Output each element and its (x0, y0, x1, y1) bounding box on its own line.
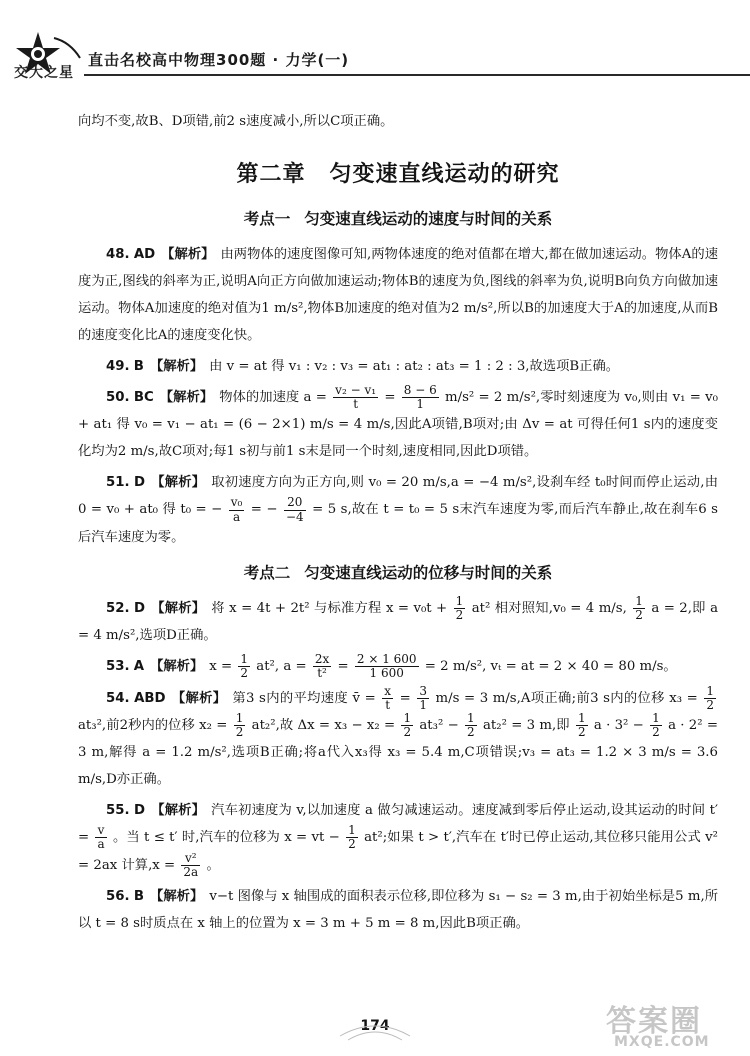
fraction: $\frac{20}{-4}$ (285, 495, 304, 524)
answer-choice: D (133, 803, 146, 819)
fraction: $\frac{\text{v²}}{2a}$ (183, 850, 199, 879)
answer-text: m/s² = 2 m/s²,零时刻速度为 v₀,则由 v₁ = v₀ + at₁ 得 v₀ = v₁ − at₁ = (6 − 2×1) m/s = 4 m/s,因此A项错,B项对;由 Δv = at 可得任何1 s内的速度变化均为2 m/s,故C项对;每1 s初与前1 s末是同一个时刻,速度相同,因此D项错。 (78, 390, 718, 460)
answer-text: a = 2,即 a = 4 m/s²,选项D正确。 (78, 600, 719, 644)
answer-text: at₂²,故 Δx = x₃ − x₂ = (251, 718, 396, 734)
question-number: 52. (106, 600, 130, 616)
answer-text: at₃² − (419, 718, 459, 734)
answer-choice: ABD (134, 690, 166, 706)
fraction: $\frac{1}{2}$ (706, 683, 715, 712)
header-rule (84, 74, 750, 76)
question-number: 54. (106, 690, 130, 706)
answer-choice: B (133, 359, 144, 374)
analysis-tag: 【解析】 (151, 803, 206, 819)
logo-text: 交大之星 (14, 65, 74, 81)
question-number: 51. (106, 475, 130, 491)
question-number: 55. (106, 803, 130, 819)
answer-text: 将 x = 4t + 2t² 与标准方程 x = v₀t + (211, 600, 448, 616)
answer-text: a · 2² = 3 m,解得 a = 1.2 m/s²,选项B正确;将a代入x₃得 x₃ = 5.4 m,C项错误;v₃ = at₃ = 1.2 × 3 m/s = 3.6 m/s,D亦正确。 (78, 718, 719, 788)
analysis-tag: 【解析】 (149, 889, 204, 904)
answer-53 (78, 653, 718, 680)
section-number: 考点一 (243, 210, 291, 228)
answer-text: 由 v = at 得 v₁ : v₂ : v₃ = at₁ : at₂ : at₃ = 1 : 2 : 3,故选项B正确。 (209, 359, 620, 374)
analysis-tag: 【解析】 (149, 359, 204, 374)
fraction: $\frac{\text{v₀}}{a}$ (230, 495, 243, 524)
answer-text: a · 3² − (593, 718, 644, 734)
answer-48 (78, 241, 718, 349)
page-number (330, 1018, 420, 1034)
page-header (0, 0, 750, 90)
answer-choice: D (134, 475, 146, 491)
answer-text: 取初速度方向为正方向,则 v₀ = 20 m/s,a = −4 m/s²,设刹车经 t₀时间而停止运动,由 0 = v₀ + at₀ 得 t₀ = − (78, 475, 719, 518)
answer-choice: A (133, 659, 145, 675)
answer-text: 。当 t ≤ t′ 时,汽车的位移为 x = vt − (112, 830, 340, 846)
answer-text: x = (209, 659, 233, 675)
answer-text: = (399, 690, 411, 706)
question-number: 56. (106, 889, 130, 904)
section-heading-1 (78, 205, 718, 233)
page-number-text: 174 (360, 1018, 390, 1034)
fraction: $\frac{1}{2}$ (348, 823, 356, 852)
chapter-title: 匀变速直线运动的研究 (329, 162, 560, 187)
analysis-tag: 【解析】 (161, 247, 215, 262)
fraction: $\frac{2 \times 1 600}{1 600}$ (356, 652, 417, 681)
fraction: $\frac{v}{a}$ (97, 823, 105, 852)
question-number: 48. (106, 247, 130, 262)
answer-text: = (384, 390, 396, 406)
answer-52 (78, 595, 718, 649)
answer-choice: AD (133, 247, 156, 262)
watermark (602, 996, 742, 1052)
book-title: 直击名校高中物理300题 · 力学(一) (88, 51, 350, 69)
answer-text: v−t 图像与 x 轴围成的面积表示位移,即位移为 s₁ − s₂ = 3 m,由于初始坐标是5 m,所以 t = 8 s时质点在 x 轴上的位置为 x = 3 m + 5 m = 8 m,因此B项正确。 (78, 889, 719, 931)
chapter-number: 第二章 (236, 162, 306, 187)
continuation-text: 向均不变,故B、D项错,前2 s速度减小,所以C项正确。 (78, 114, 394, 129)
answer-text: = (337, 659, 349, 675)
fraction: $\frac{8 - 6}{1}$ (403, 383, 437, 412)
answer-text: at²;如果 t > t′,汽车在 t′时已停止运动,其位移只能用公式 v² = 2ax 计算,x = (78, 830, 718, 873)
answer-50 (78, 384, 718, 465)
answer-text: at², a = (256, 659, 307, 675)
answer-56 (78, 883, 718, 937)
analysis-tag: 【解析】 (150, 659, 204, 675)
question-number: 50. (106, 390, 130, 406)
section-heading-2 (78, 559, 718, 587)
fraction: $\frac{3}{1}$ (419, 683, 427, 712)
section-title: 匀变速直线运动的速度与时间的关系 (304, 210, 553, 228)
answer-text: m/s = 3 m/s,A项正确;前3 s内的位移 x₃ = (435, 690, 698, 706)
answer-49 (78, 353, 718, 380)
analysis-tag: 【解析】 (151, 475, 206, 491)
fraction: $\frac{1}{2}$ (577, 710, 586, 740)
answer-text: 汽车初速度为 v,以加速度 a 做匀减速运动。速度减到零后停止运动,设其运动的时间 t′ = (78, 803, 719, 846)
analysis-tag: 【解析】 (151, 600, 206, 616)
fraction: $\frac{x}{t}$ (384, 683, 392, 712)
answer-text: at₃²,前2秒内的位移 x₂ = (78, 718, 228, 734)
fraction: $\frac{2x}{\text{t²}}$ (314, 652, 330, 681)
watermark-url: MXQE.COM (614, 1034, 710, 1050)
answer-text: = 5 s,故在 t = t₀ = 5 s末汽车速度为零,而后汽车静止,故在刹车6 s后汽车速度为零。 (78, 502, 718, 545)
question-number: 49. (106, 359, 130, 374)
chapter-heading (78, 159, 718, 191)
fraction: $\frac{1}{2}$ (240, 652, 249, 681)
answer-54 (78, 685, 718, 794)
fraction: $\frac{1}{2}$ (652, 710, 660, 740)
answer-text: at² 相对照知,v₀ = 4 m/s, (471, 600, 627, 616)
question-number: 53. (106, 659, 130, 675)
fraction: $\frac{1}{2}$ (455, 593, 464, 622)
fraction: $\frac{1}{2}$ (635, 593, 643, 622)
answer-55 (78, 797, 718, 879)
fraction: $\frac{\text{v₂ − v₁}}{t}$ (335, 383, 377, 412)
analysis-tag: 【解析】 (171, 690, 227, 706)
answer-choice: D (134, 600, 146, 616)
fraction: $\frac{1}{2}$ (403, 710, 412, 740)
fraction: $\frac{1}{2}$ (467, 710, 475, 740)
answer-text: 第3 s内的平均速度 v̄ = (232, 690, 376, 706)
answer-text: 由两物体的速度图像可知,两物体速度的绝对值都在增大,都在做加速运动。物体A的速度为正,图线的斜率为正,说明A向正方向做加速运动;物体B的速度为负,图线的斜率为负,说明B向负方向做加速运动。物体A加速度的绝对值为1 m/s²,物体B加速度的绝对值为2 m/s²,所以B的加速度大于A的加速度,从而B的速度变化比A的速度变化快。 (78, 247, 718, 343)
answer-text: 。 (206, 857, 220, 873)
answer-choice: B (133, 889, 144, 904)
answer-choice: BC (133, 390, 154, 406)
page-number-ornament-icon (330, 1010, 420, 1044)
watermark-logo-text: 答案圈 (606, 1004, 702, 1039)
answer-text: = − (250, 502, 278, 518)
answer-text: = 2 m/s², vₜ = at = 2 × 40 = 80 m/s。 (424, 659, 677, 675)
page-content (78, 108, 718, 941)
section-number: 考点二 (243, 563, 291, 582)
fraction: $\frac{1}{2}$ (235, 710, 244, 740)
answer-51 (78, 469, 718, 550)
answer-text: 物体的加速度 a = (219, 390, 327, 406)
answer-text: at₂² = 3 m,即 (482, 718, 570, 734)
section-title: 匀变速直线运动的位移与时间的关系 (304, 563, 553, 582)
analysis-tag: 【解析】 (159, 390, 214, 406)
